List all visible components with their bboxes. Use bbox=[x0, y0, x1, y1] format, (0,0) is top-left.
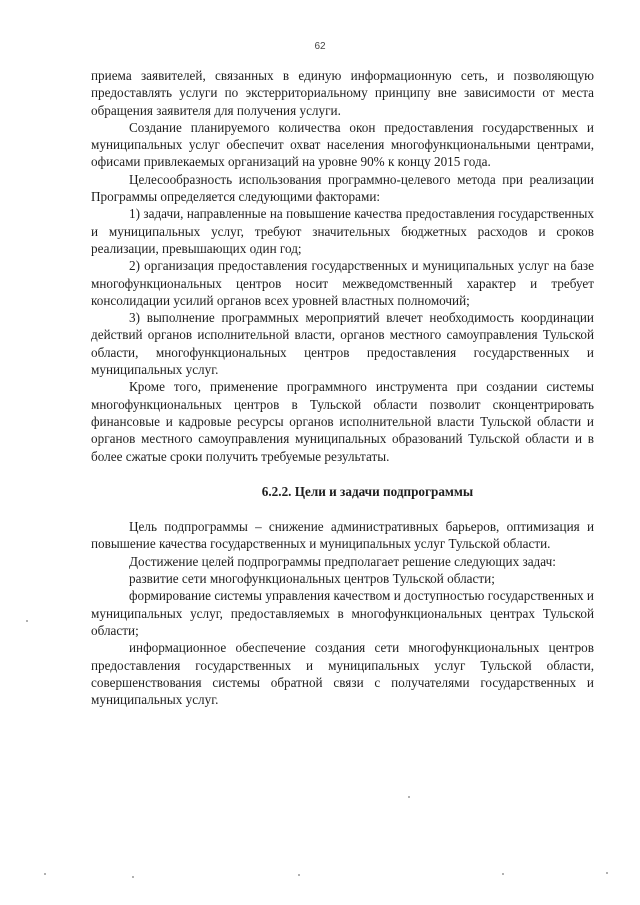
paragraph-method-rationale: Целесообразность использования программно-целевого метода при реализации Программы определяется следующими факторами: bbox=[91, 171, 594, 205]
task-item-3: информационное обеспечение создания сети многофункциональных центров предоставления государственных и муниципальных услуг Тульской области, совершенствования системы обратной связи с получателями государственных и муниципальных услуг. bbox=[91, 640, 594, 708]
paragraph-continuation: приема заявителей, связанных в единую информационную сеть, и позволяющую предоставлять услуги по экстерриториальному принципу вне зависимости от места обращения заявителя для получения услуги. bbox=[91, 68, 594, 118]
factor-item-1: 1) задачи, направленные на повышение качества предоставления государственных и муниципальных услуг, требуют значительных бюджетных расходов и сроков реализации, превышающих один год; bbox=[91, 206, 594, 256]
page-number: 62 bbox=[314, 41, 326, 52]
paragraph-tasks-intro: Достижение целей подпрограммы предполагает решение следующих задач: bbox=[129, 553, 556, 569]
task-item-2: формирование системы управления качеством и доступностью государственных и муниципальных услуг, предоставляемых в многофункциональных центрах Тульской области; bbox=[91, 588, 594, 638]
task-item-1: развитие сети многофункциональных центров Тульской области; bbox=[129, 571, 495, 587]
document-body bbox=[91, 67, 594, 708]
paragraph-windows-coverage: Создание планируемого количества окон предоставления государственных и муниципальных услуг обеспечит охват населения многофункциональными центрами, офисами привлекаемых организаций на уровне 90% к концу 2015 года. bbox=[91, 119, 594, 170]
section-heading: 6.2.2. Цели и задачи подпрограммы bbox=[261, 483, 474, 499]
paragraph-program-instrument: Кроме того, применение программного инструмента при создании системы многофункциональных центров в Тульской области позволит сконцентрировать финансовые и кадровые ресурсы органов исполнительной власти Тульской области и органов местного самоуправления муниципальных образований Тульской области и в более сжатые сроки получить требуемые результаты. bbox=[91, 379, 594, 464]
paragraph-goal: Цель подпрограммы – снижение административных барьеров, оптимизация и повышение качества государственных и муниципальных услуг Тульской области. bbox=[91, 519, 594, 552]
factor-item-3: 3) выполнение программных мероприятий влечет необходимость координации действий органов исполнительной власти, органов местного самоуправления Тульской области, многофункциональных центров предоставления государственных и муниципальных услуг. bbox=[91, 310, 594, 378]
factor-item-2: 2) организация предоставления государственных и муниципальных услуг на базе многофункциональных центров носит межведомственный характер и требует консолидации усилий органов всех уровней властных полномочий; bbox=[91, 258, 594, 308]
